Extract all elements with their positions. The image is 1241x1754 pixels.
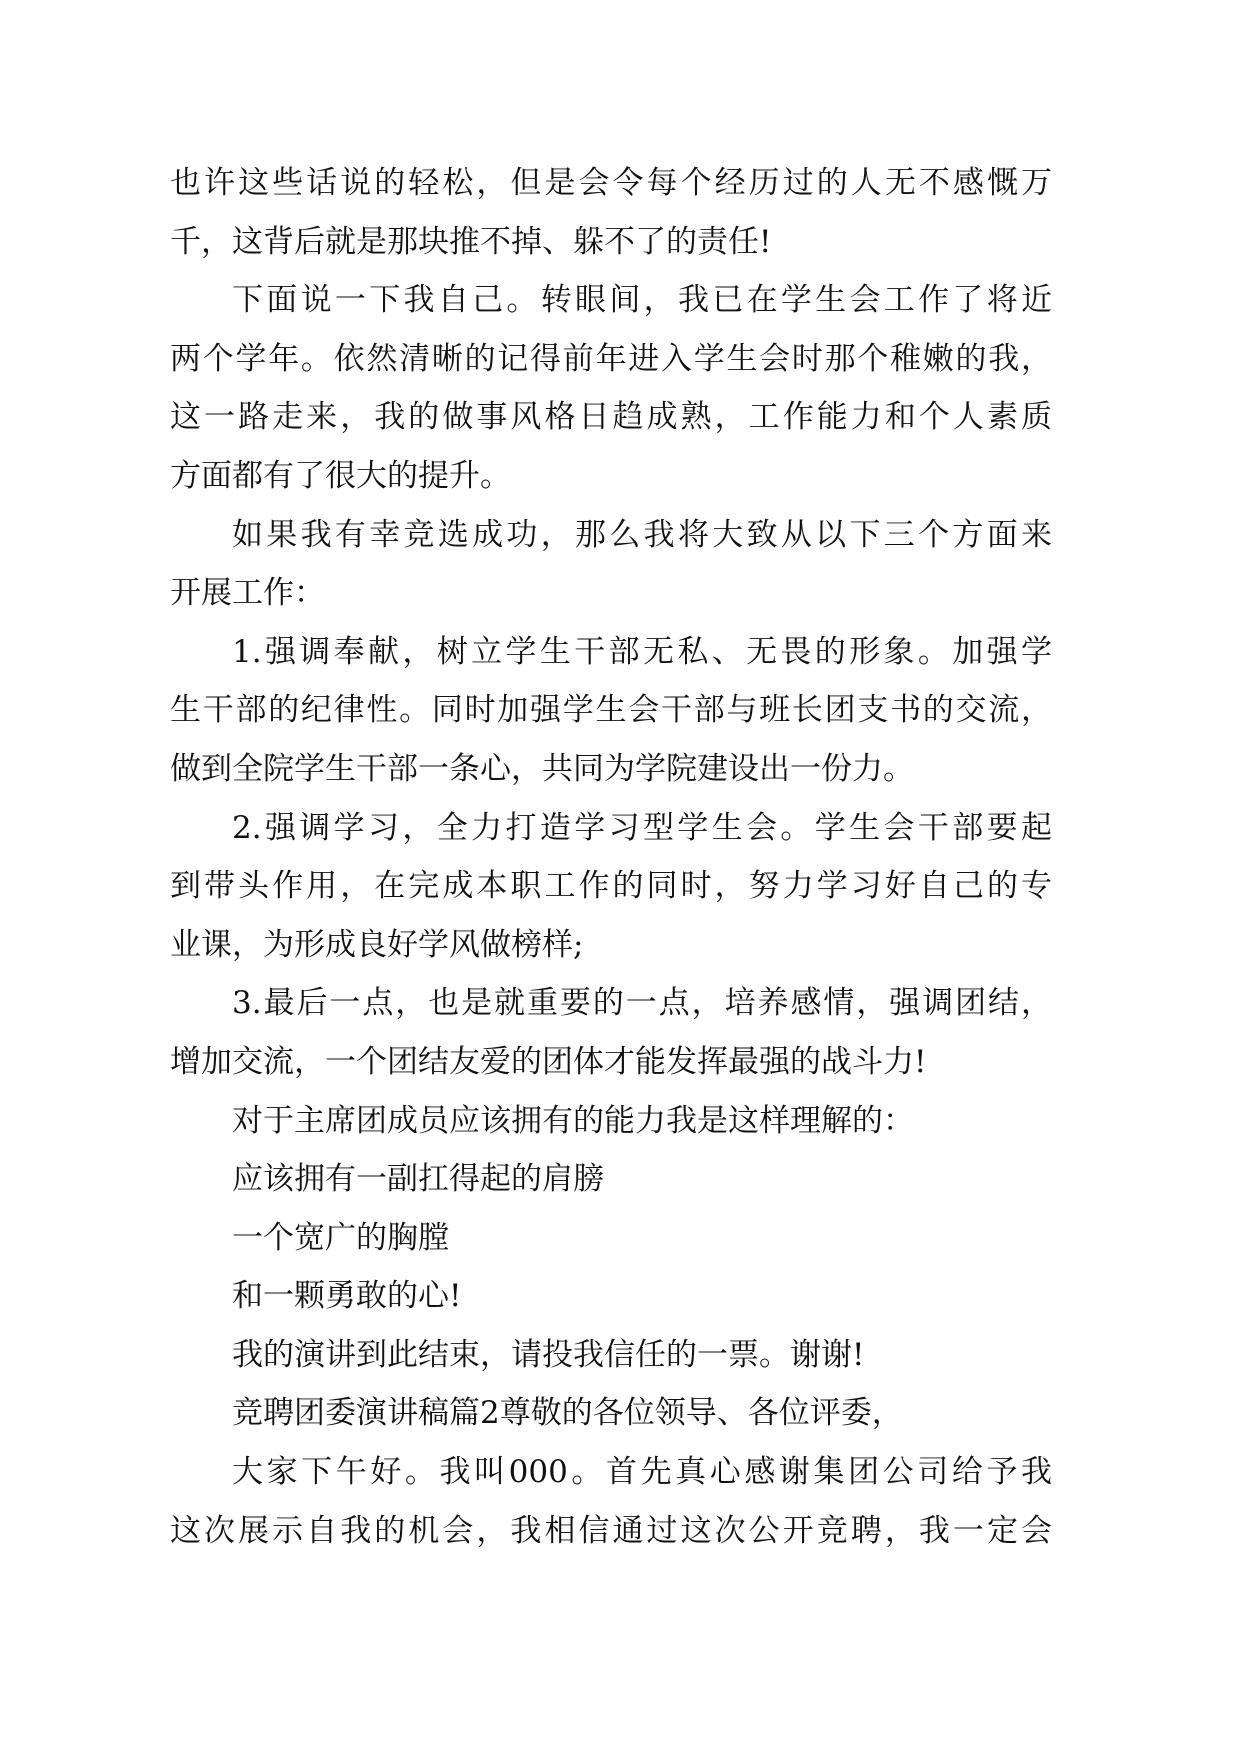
paragraph <box>170 1092 1052 1151</box>
paragraph <box>170 1150 1052 1209</box>
text-line: 生干部的纪律性。同时加强学生会干部与班长团支书的交流， <box>170 692 1052 729</box>
text-line: 也许这些话说的轻松，但是会令每个经历过的人无不感慨万 <box>170 165 1052 201</box>
paragraph <box>170 506 1052 623</box>
paragraph <box>170 1209 1052 1268</box>
text-line: 两个学年。依然清晰的记得前年进入学生会时那个稚嫩的我， <box>170 340 1052 377</box>
text-line: 下面说一下我自己。转眼间，我已在学生会工作了将近 <box>232 282 1052 319</box>
text-line: 千，这背后就是那块推不掉、躲不了的责任! <box>170 223 772 260</box>
text-line: 3.最后一点，也是就重要的一点，培养感情，强调团结， <box>232 985 1052 1022</box>
paragraph <box>170 974 1052 1091</box>
paragraph <box>170 1326 1052 1385</box>
paragraph <box>170 271 1052 505</box>
text-line: 如果我有幸竞选成功，那么我将大致从以下三个方面来 <box>232 516 1052 553</box>
text-line: 一个宽广的胸膛 <box>232 1219 449 1256</box>
text-line: 开展工作： <box>170 575 325 612</box>
paragraph <box>170 799 1052 975</box>
paragraph <box>170 623 1052 799</box>
text-line: 我的演讲到此结束，请投我信任的一票。谢谢! <box>232 1336 865 1373</box>
text-line: 增加交流，一个团结友爱的团体才能发挥最强的战斗力! <box>170 1043 927 1080</box>
text-line: 大家下午好。我叫000。首先真心感谢集团公司给予我 <box>232 1454 1052 1491</box>
paragraph <box>170 1384 1052 1443</box>
text-line: 对于主席团成员应该拥有的能力我是这样理解的： <box>232 1102 914 1139</box>
text-line: 1.强调奉献，树立学生干部无私、无畏的形象。加强学 <box>232 633 1052 670</box>
text-line: 2.强调学习，全力打造学习型学生会。学生会干部要起 <box>232 809 1052 846</box>
text-line: 这一路走来，我的做事风格日趋成熟，工作能力和个人素质 <box>170 399 1052 436</box>
paragraph <box>170 154 1052 271</box>
text-line: 方面都有了很大的提升。 <box>170 457 511 494</box>
text-line: 到带头作用，在完成本职工作的同时，努力学习好自己的专 <box>170 868 1052 905</box>
paragraph <box>170 1267 1052 1326</box>
text-line: 做到全院学生干部一条心，共同为学院建设出一份力。 <box>170 750 914 787</box>
paragraph <box>170 1443 1052 1560</box>
text-line: 这次展示自我的机会，我相信通过这次公开竞聘，我一定会 <box>170 1512 1052 1549</box>
text-line: 竞聘团委演讲稿篇2尊敬的各位领导、各位评委， <box>232 1395 903 1432</box>
text-line: 和一颗勇敢的心! <box>232 1278 462 1315</box>
text-line: 业课，为形成良好学风做榜样; <box>170 926 584 963</box>
document-page <box>170 154 1052 1560</box>
text-line: 应该拥有一副扛得起的肩膀 <box>232 1161 604 1198</box>
